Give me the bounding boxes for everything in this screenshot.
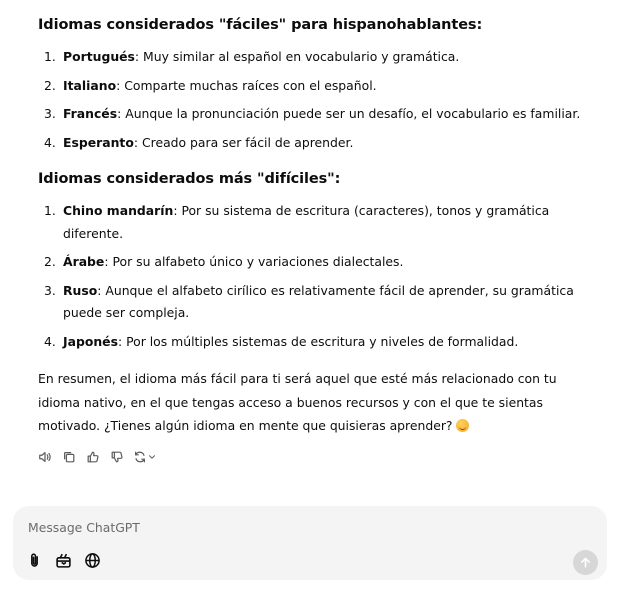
list-item: 4. Japonés: Por los múltiples sistemas de escritura y niveles de formalidad. xyxy=(38,331,608,354)
message-actions xyxy=(36,448,608,466)
send-button[interactable] xyxy=(573,550,598,575)
smiling-face-emoji-icon xyxy=(456,419,469,432)
language-name: Chino mandarín xyxy=(63,203,174,218)
list-item: 3. Francés: Aunque la pronunciación puede ser un desafío, el vocabulario es familiar. xyxy=(38,103,608,126)
regenerate-button[interactable] xyxy=(132,448,158,466)
list-number: 2. xyxy=(44,77,56,93)
language-description: Por los múltiples sistemas de escritura y niveles de formalidad. xyxy=(126,333,519,349)
assistant-message xyxy=(38,14,608,466)
hard-languages-heading: Idiomas considerados más "difíciles": xyxy=(38,171,341,187)
list-number: 1. xyxy=(44,203,56,218)
web-search-button[interactable] xyxy=(83,551,102,570)
language-name: Japonés xyxy=(63,333,118,349)
language-name: Francés xyxy=(63,106,118,121)
list-number: 3. xyxy=(44,282,56,298)
list-number: 3. xyxy=(44,106,56,121)
list-number: 2. xyxy=(44,254,56,269)
composer-tools xyxy=(25,551,102,570)
summary-paragraph: En resumen, el idioma más fácil para ti será aquel que esté más relacionado con tu idioma nativo, en el que tengas acceso a buenos recursos y con el que te sientas motivado. ¿Tienes algún idioma en mente que quisieras aprender? xyxy=(38,371,557,433)
list-number: 4. xyxy=(44,333,56,349)
list-item: 3. Ruso: Aunque el alfabeto cirílico es relativamente fácil de aprender, su gramática puede ser compleja. xyxy=(38,280,608,325)
language-name: Árabe xyxy=(63,254,105,269)
language-description: Comparte muchas raíces con el español. xyxy=(124,77,377,93)
language-description: Por su alfabeto único y variaciones dialectales. xyxy=(112,254,404,269)
thumbs-up-icon xyxy=(86,450,100,464)
list-item: 2. Italiano: Comparte muchas raíces con el español. xyxy=(38,75,608,98)
list-item: 1. Portugués: Muy similar al español en vocabulario y gramática. xyxy=(38,46,608,69)
easy-languages-list xyxy=(38,46,608,154)
chevron-down-icon xyxy=(147,452,157,462)
attach-button[interactable] xyxy=(25,551,44,570)
bad-response-button[interactable] xyxy=(108,448,126,466)
language-description: Aunque el alfabeto cirílico es relativamente fácil de aprender, su gramática puede ser compleja. xyxy=(63,282,574,320)
language-description: Aunque la pronunciación puede ser un desafío, el vocabulario es familiar. xyxy=(125,106,581,121)
easy-languages-heading: Idiomas considerados "fáciles" para hispanohablantes: xyxy=(38,17,483,33)
language-description: Por su sistema de escritura (caracteres), tonos y gramática diferente. xyxy=(63,203,550,241)
message-input[interactable] xyxy=(26,515,570,539)
language-name: Esperanto xyxy=(63,134,134,150)
language-description: Creado para ser fácil de aprender. xyxy=(141,134,354,150)
tools-button[interactable] xyxy=(54,551,73,570)
tools-icon xyxy=(55,552,72,569)
copy-icon xyxy=(62,450,76,464)
language-name: Ruso xyxy=(63,282,98,298)
regenerate-icon xyxy=(133,450,147,464)
read-aloud-button[interactable] xyxy=(36,448,54,466)
language-description: Muy similar al español en vocabulario y gramática. xyxy=(143,49,460,64)
list-item: 4. Esperanto: Creado para ser fácil de aprender. xyxy=(38,132,608,155)
language-name: Portugués xyxy=(63,49,135,64)
list-number: 4. xyxy=(44,134,56,150)
attach-icon xyxy=(26,552,43,569)
list-item: 2. Árabe: Por su alfabeto único y variaciones dialectales. xyxy=(38,251,608,274)
list-item: 1. Chino mandarín: Por su sistema de escritura (caracteres), tonos y gramática diferente. xyxy=(38,200,608,245)
good-response-button[interactable] xyxy=(84,448,102,466)
copy-button[interactable] xyxy=(60,448,78,466)
thumbs-down-icon xyxy=(110,450,124,464)
message-composer xyxy=(13,506,607,580)
list-number: 1. xyxy=(44,49,56,64)
speaker-icon xyxy=(38,450,52,464)
hard-languages-list xyxy=(38,200,608,353)
language-name: Italiano xyxy=(63,77,117,93)
globe-icon xyxy=(84,552,101,569)
arrow-up-icon xyxy=(579,556,592,569)
